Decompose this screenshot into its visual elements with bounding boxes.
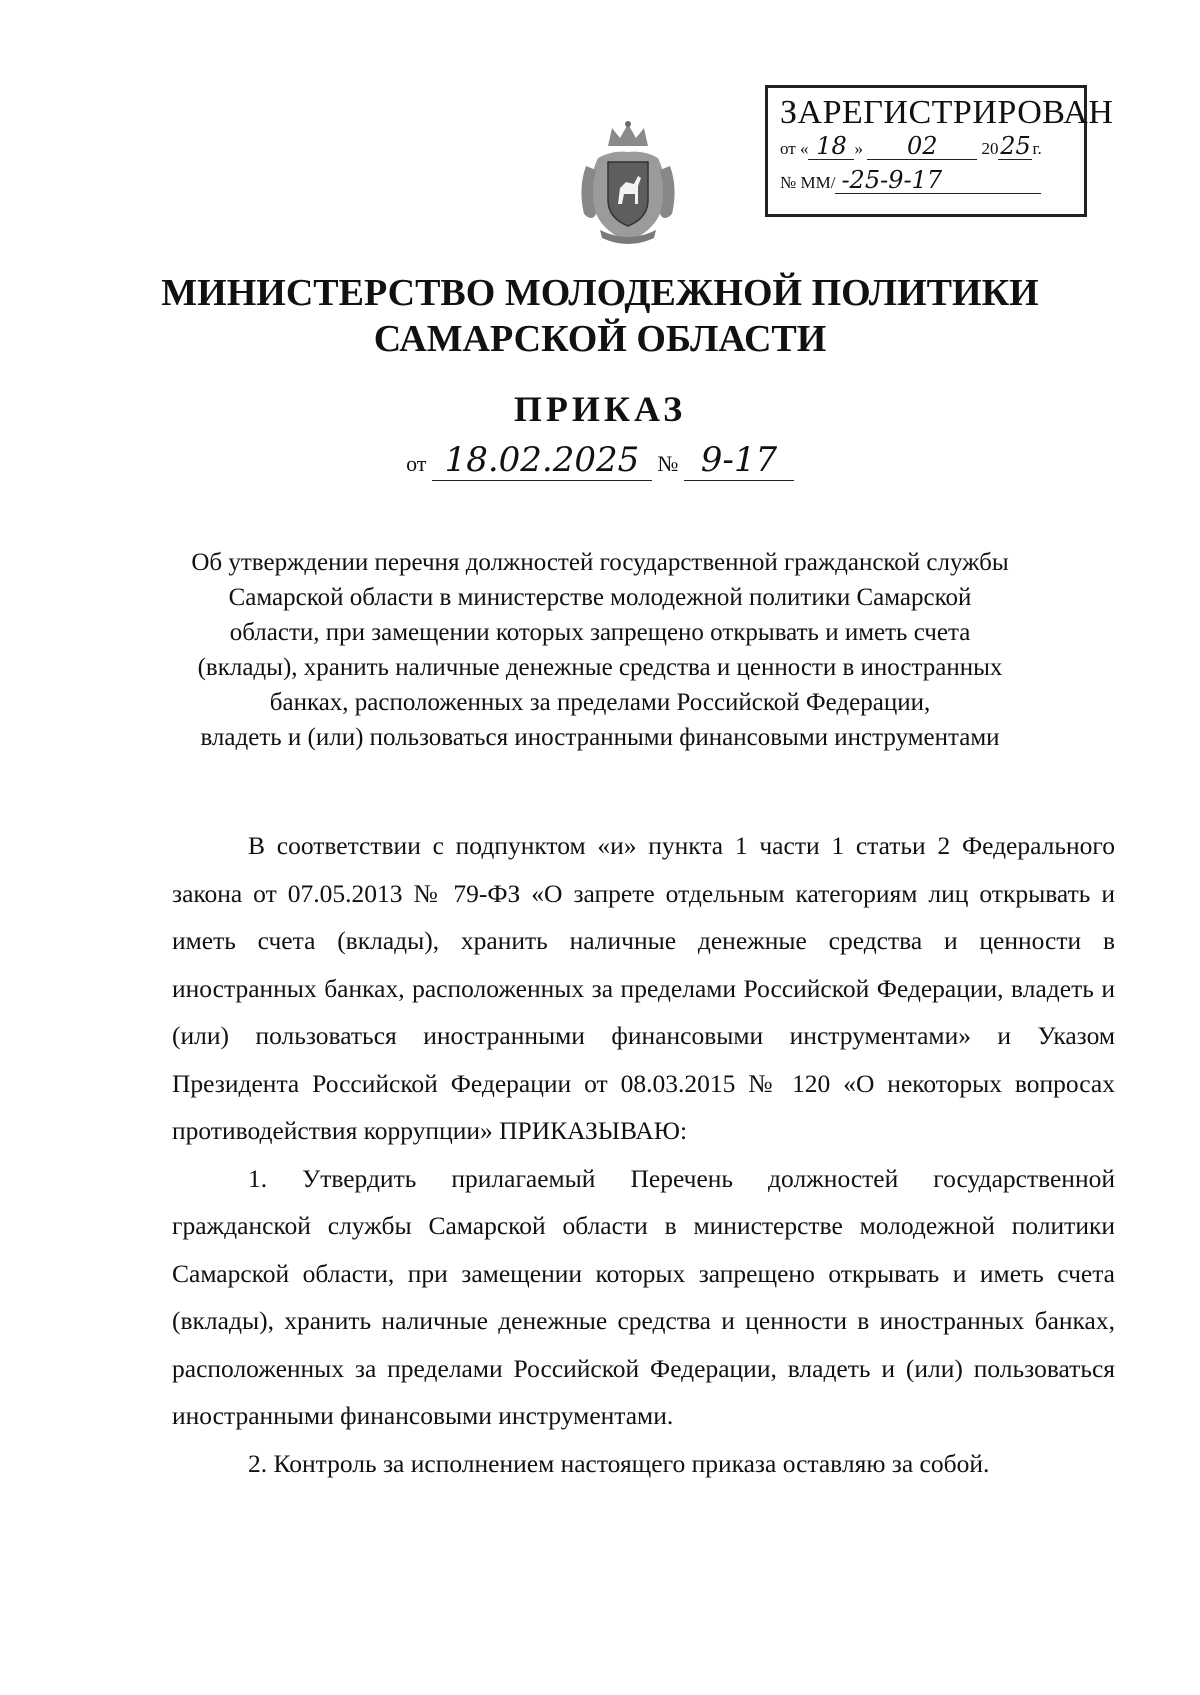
ministry-name [100,270,1100,362]
subject-line: Об утверждении перечня должностей государственной гражданской службы [191,549,1009,576]
stamp-number-prefix: № ММ/ [780,173,836,192]
stamp-year-prefix: 20 [981,139,999,158]
subject-line: области, при замещении которых запрещено открывать и иметь счета [229,619,971,646]
order-subject [150,545,1050,755]
order-date-prefix: от [406,451,427,476]
order-date: 18.02.2025 [432,440,652,481]
stamp-month: 02 [867,133,977,160]
stamp-day-close: » [854,139,863,158]
stamp-title: ЗАРЕГИСТРИРОВАН [780,94,1114,131]
stamp-date-prefix: от « [780,139,809,158]
stamp-year: 25 [1000,132,1031,160]
ministry-name-line2: САМАРСКОЙ ОБЛАСТИ [373,318,827,360]
item-1-paragraph: 1. Утвердить прилагаемый Перечень должностей государственной гражданской службы Самарской области в министерстве молодежной политики Самарской области, при замещении которых запрещено открывать и иметь счета (вклады), хранить наличные денежные средства и ценности в иностранных банках, расположенных за пределами Российской Федерации, владеть и (или) пользоваться иностранными финансовыми инструментами. [172,1163,1115,1430]
order-date-number [100,440,1100,481]
subject-line: банках, расположенных за пределами Российской Федерации, [269,689,931,716]
subject-line: владеть и (или) пользоваться иностранными финансовыми инструментами [200,724,1000,751]
stamp-day: 18 [808,133,854,160]
stamp-year-unit: г. [1032,139,1042,158]
item-2-paragraph: 2. Контроль за исполнением настоящего приказа оставляю за собой. [248,1448,990,1478]
order-number: 9-17 [684,440,794,481]
coat-of-arms-icon [578,118,678,248]
order-number-prefix: № [657,451,679,476]
ministry-name-line1: МИНИСТЕРСТВО МОЛОДЕЖНОЙ ПОЛИТИКИ [161,272,1039,314]
stamp-date-line [780,132,1072,166]
order-title: ПРИКАЗ [513,389,687,429]
order-body [172,822,1115,1487]
stamp-number: -25-9-17 [835,167,1041,194]
subject-line: Самарской области в министерстве молодежной политики Самарской [228,584,972,611]
preamble-paragraph: В соответствии с подпунктом «и» пункта 1 части 1 статьи 2 Федерального закона от 07.05.2013 № 79-ФЗ «О запрете отдельным категориям лиц открывать и иметь счета (вклады), хранить наличные денежные средства и ценности в иностранных банках, расположенных за пределами Российской Федерации, владеть и (или) пользоваться иностранными финансовыми инструментами» и Указом Президента Российской Федерации от 08.03.2015 № 120 «О некоторых вопросах противодействия коррупции» ПРИКАЗЫВАЮ: [172,831,1115,1145]
registration-stamp [765,85,1114,217]
stamp-number-line [780,166,1072,200]
subject-line: (вклады), хранить наличные денежные средства и ценности в иностранных [197,654,1003,681]
